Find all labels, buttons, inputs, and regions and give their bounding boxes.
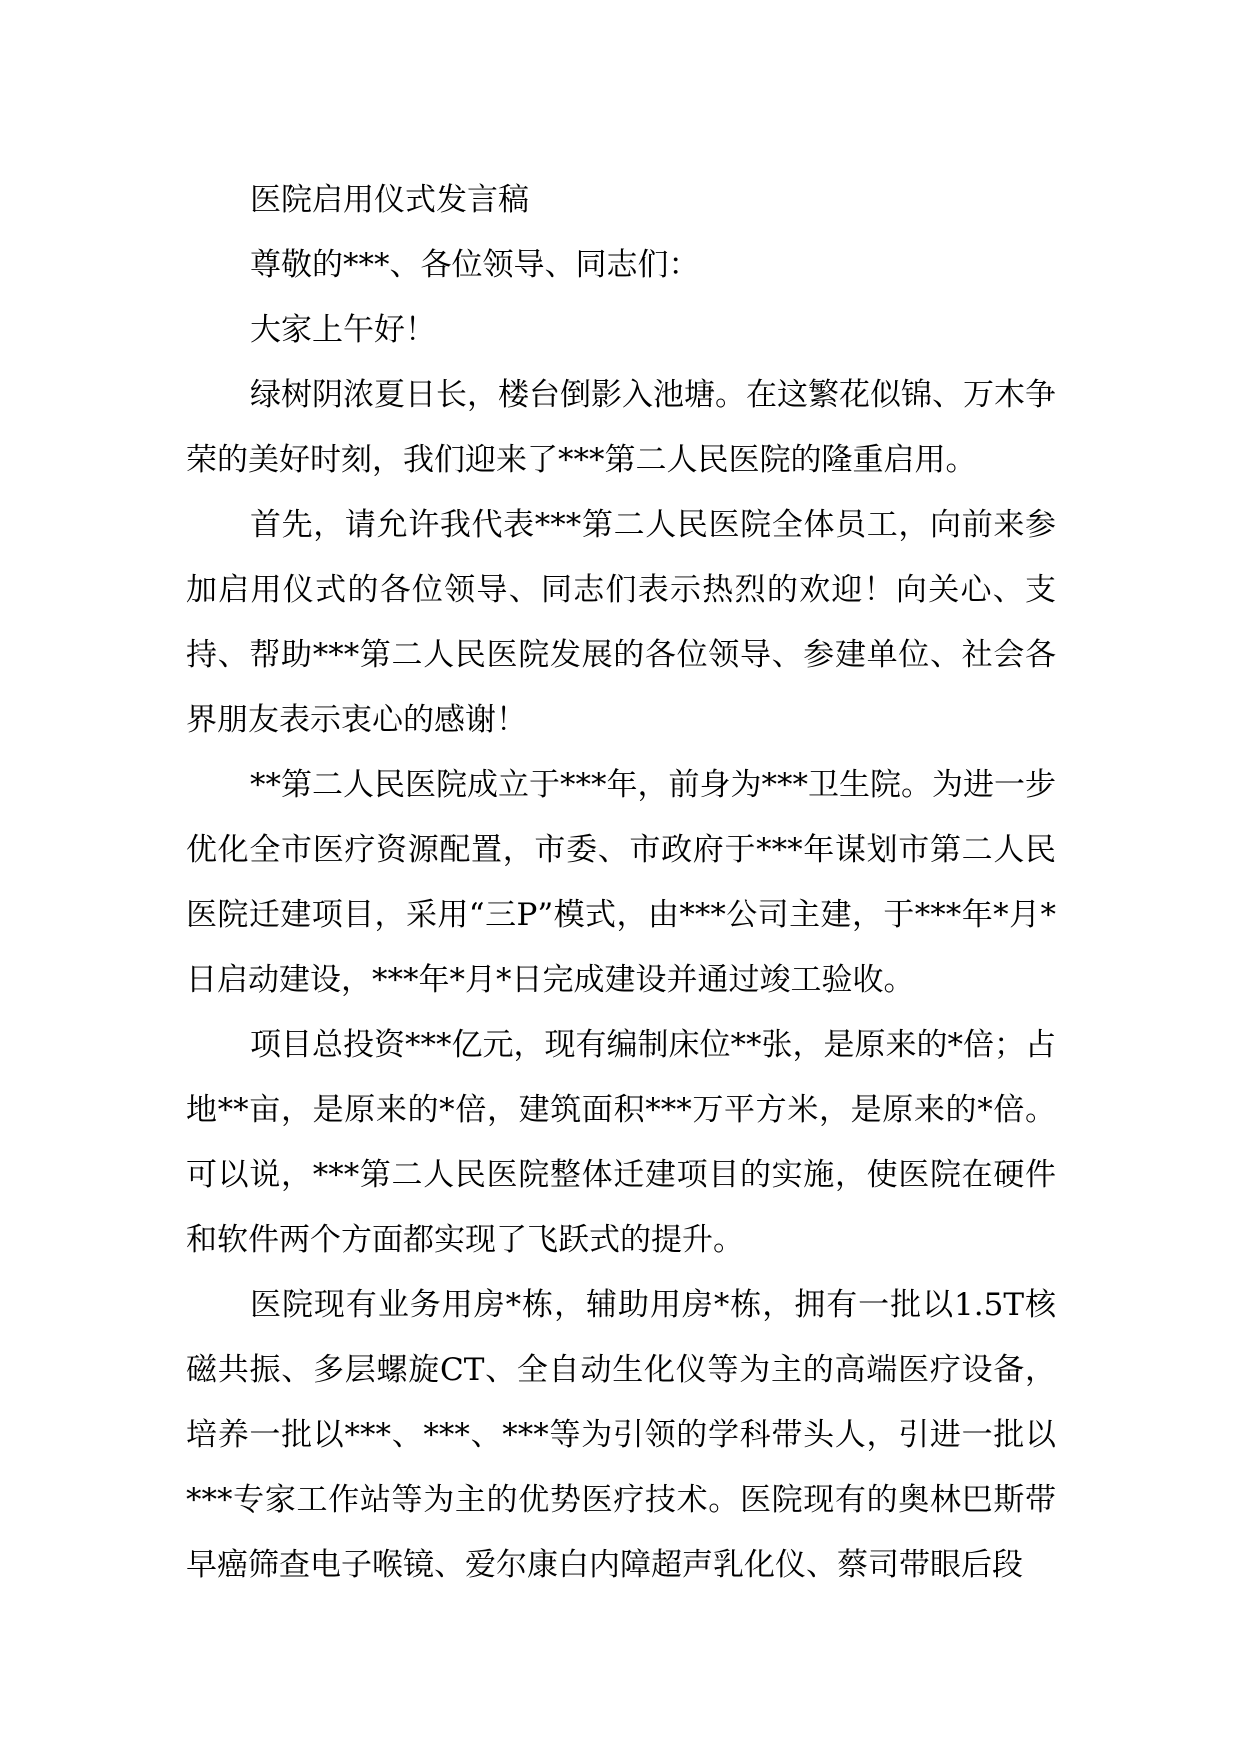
paragraph-welcome: 首先，请允许我代表***第二人民医院全体员工，向前来参加启用仪式的各位领导、同志们表示热烈的欢迎！向关心、支持、帮助***第二人民医院发展的各位领导、参建单位、社会各界朋友表示衷心的感谢！	[186, 507, 1056, 738]
document-body	[186, 168, 1056, 1598]
document-title: 医院启用仪式发言稿	[250, 182, 529, 218]
salutation: 尊敬的***、各位领导、同志们：	[250, 247, 700, 283]
paragraph-opening: 绿树阴浓夏日长，楼台倒影入池塘。在这繁花似锦、万木争荣的美好时刻，我们迎来了***第二人民医院的隆重启用。	[186, 377, 1056, 478]
paragraph-history: **第二人民医院成立于***年，前身为***卫生院。为进一步优化全市医疗资源配置，市委、市政府于***年谋划市第二人民医院迁建项目，采用“三P”模式，由***公司主建，于***年*月*日启动建设，***年*月*日完成建设并通过竣工验收。	[186, 767, 1056, 998]
greeting: 大家上午好！	[250, 312, 436, 348]
paragraph-equipment: 医院现有业务用房*栋，辅助用房*栋，拥有一批以1.5T核磁共振、多层螺旋CT、全自动生化仪等为主的高端医疗设备，培养一批以***、***、***等为引领的学科带头人，引进一批以***专家工作站等为主的优势医疗技术。医院现有的奥林巴斯带早癌筛查电子喉镜、爱尔康白内障超声乳化仪、蔡司带眼后段	[186, 1287, 1056, 1583]
paragraph-investment: 项目总投资***亿元，现有编制床位**张，是原来的*倍；占地**亩，是原来的*倍，建筑面积***万平方米，是原来的*倍。可以说，***第二人民医院整体迁建项目的实施，使医院在硬件和软件两个方面都实现了飞跃式的提升。	[186, 1027, 1056, 1258]
